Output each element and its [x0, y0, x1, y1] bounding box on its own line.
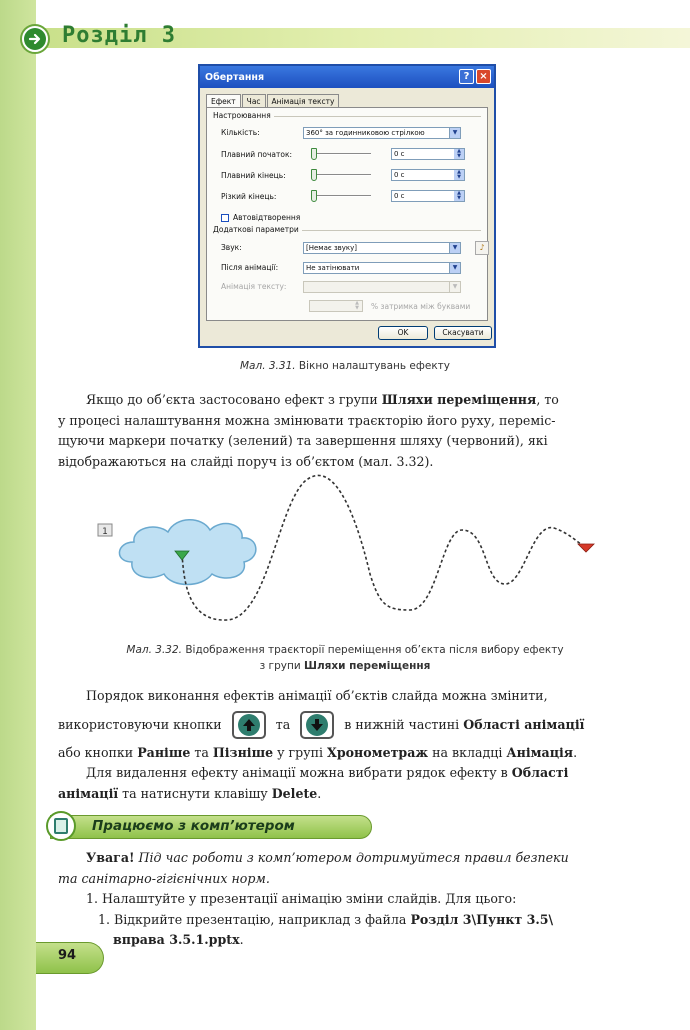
term: Раніше	[137, 744, 191, 760]
smooth-end-label: Плавний кінець:	[221, 171, 286, 180]
smooth-end-slider[interactable]	[311, 169, 371, 181]
effect-panel	[206, 107, 488, 321]
text: та натиснути клавішу	[118, 785, 272, 801]
help-button[interactable]: ?	[459, 69, 474, 84]
text: Якщо до об’єкта застосовано ефект з групи	[86, 392, 382, 407]
smooth-start-value: 0 с	[394, 150, 405, 158]
smooth-start-spinner[interactable]	[391, 148, 465, 160]
text: .	[239, 932, 244, 947]
caption-prefix: Мал. 3.32.	[126, 644, 182, 656]
text-line: щуючи маркери початку (зелений) та завершення шляху (червоний), які	[58, 433, 548, 448]
term: Області	[511, 765, 569, 780]
rotation-dialog	[198, 64, 496, 348]
autoreverse-label: Автовідтворення	[233, 213, 301, 222]
spin-arrows-icon[interactable]: ▲ ▼	[454, 191, 464, 201]
term: Анімація	[506, 744, 574, 760]
text: та	[190, 744, 213, 760]
cancel-button[interactable]: Скасувати	[434, 326, 492, 340]
chevron-down-icon: ▼	[449, 243, 460, 253]
slider-thumb[interactable]	[311, 169, 317, 181]
text: 1. Відкрийте презентацію, наприклад з файла	[98, 911, 411, 927]
file-name: вправа 3.5.1.pptx	[113, 932, 240, 947]
text: .	[317, 785, 322, 801]
caption-text: Вікно налаштувань ефекту	[295, 360, 450, 372]
tab-timing[interactable]: Час	[242, 94, 266, 109]
chevron-down-icon: ▼	[449, 263, 460, 273]
figure-caption-331	[150, 360, 540, 372]
sharp-end-slider[interactable]	[311, 190, 371, 202]
smooth-end-value: 0 с	[394, 171, 405, 179]
chevron-down-icon: ▼	[449, 282, 460, 292]
slider-thumb[interactable]	[311, 190, 317, 202]
figure-caption-332	[95, 642, 595, 674]
tab-text-animation[interactable]: Анімація тексту	[267, 94, 340, 109]
caption-term: Шляхи переміщення	[303, 660, 431, 672]
caption-text: Відображення траєкторії переміщення об’єкта після вибору ефекту	[182, 644, 564, 656]
sound-select[interactable]	[303, 242, 461, 254]
spin-arrows-icon[interactable]: ▲ ▼	[352, 301, 362, 311]
amount-value: 360° за годинниковою стрілкою	[306, 129, 425, 137]
side-bar	[0, 0, 36, 1030]
text: на вкладці	[428, 744, 507, 760]
speaker-icon[interactable]: ♪	[475, 241, 489, 255]
after-animation-value: Не затінювати	[306, 264, 360, 272]
spin-arrows-icon[interactable]: ▲ ▼	[454, 149, 464, 159]
term: Шляхи переміщення	[381, 392, 537, 407]
computer-icon	[46, 811, 76, 841]
motion-path-diagram	[92, 470, 612, 640]
term: Delete	[271, 785, 318, 801]
smooth-start-label: Плавний початок:	[221, 150, 293, 159]
end-marker-icon	[578, 544, 594, 552]
text-line: відображаються на слайді поруч із об’єктом (мал. 3.32).	[58, 453, 434, 469]
sound-label: Звук:	[221, 243, 242, 252]
warning-label: Увага!	[86, 850, 135, 865]
marker-number: 1	[102, 527, 108, 537]
term: анімації	[58, 785, 119, 801]
amount-select[interactable]	[303, 127, 461, 139]
arrow-up-icon	[242, 718, 256, 732]
smooth-end-spinner[interactable]	[391, 169, 465, 181]
move-up-button[interactable]	[232, 711, 266, 739]
text-line: у процесі налаштування можна змінювати траєкторію його руху, переміс-	[58, 412, 556, 428]
chevron-down-icon: ▼	[449, 128, 460, 138]
work-section-title: Працюємо з комп’ютером	[92, 818, 295, 834]
paragraph-reorder	[58, 686, 636, 804]
paragraph-exercise	[58, 848, 636, 951]
text: у групі	[273, 744, 328, 760]
close-button[interactable]: ×	[476, 69, 491, 84]
page-number: 94	[58, 948, 77, 963]
text-animation-label: Анімація тексту:	[221, 282, 287, 291]
letter-delay-label: % затримка між буквами	[371, 302, 471, 311]
text: та	[275, 716, 291, 732]
text-line: Порядок виконання ефектів анімації об’єктів слайда можна змінити,	[86, 688, 548, 703]
text: або кнопки	[58, 744, 138, 760]
paragraph-motion-paths	[58, 390, 636, 472]
tab-effect[interactable]: Ефект	[206, 94, 241, 109]
caption-prefix: Мал. 3.31.	[239, 360, 296, 372]
settings-group-label: Настроювання	[213, 111, 274, 120]
dialog-title: Обертання	[205, 72, 265, 83]
sharp-end-label: Різкий кінець:	[221, 192, 277, 201]
file-path: Розділ 3\Пункт 3.5\	[410, 911, 554, 927]
spin-arrows-icon[interactable]: ▲ ▼	[454, 170, 464, 180]
text: в нижній частині	[344, 716, 464, 732]
text-animation-select[interactable]	[303, 281, 461, 293]
sharp-end-spinner[interactable]	[391, 190, 465, 202]
dialog-title-bar	[200, 66, 494, 88]
caption-text: з групи	[259, 660, 304, 672]
amount-label: Кількість:	[221, 128, 260, 137]
smooth-start-slider[interactable]	[311, 148, 371, 160]
after-animation-select[interactable]	[303, 262, 461, 274]
term: Хронометраж	[327, 744, 429, 760]
text: Для видалення ефекту анімації можна вибрати рядок ефекту в	[86, 765, 512, 780]
header-arrow-icon	[20, 24, 50, 54]
letter-delay-spinner[interactable]	[309, 300, 363, 312]
move-down-button[interactable]	[300, 711, 334, 739]
autoreverse-checkbox[interactable]	[221, 214, 229, 222]
text: використовуючи кнопки	[58, 716, 222, 732]
text-line: 1. Налаштуйте у презентації анімацію зміни слайдів. Для цього:	[86, 891, 517, 906]
term: Пізніше	[212, 744, 274, 760]
slider-thumb[interactable]	[311, 148, 317, 160]
term: Області анімації	[463, 716, 585, 732]
text-line: та санітарно-гігієнічних норм.	[58, 870, 270, 886]
extra-group-label: Додаткові параметри	[213, 225, 302, 234]
sharp-end-value: 0 с	[394, 192, 405, 200]
section-title: Розділ 3	[62, 23, 176, 48]
text: Під час роботи з комп’ютером дотримуйтеся правил безпеки	[134, 850, 569, 865]
sound-value: [Немає звуку]	[306, 244, 358, 252]
arrow-down-icon	[310, 718, 324, 732]
text: , то	[536, 392, 559, 407]
ok-button[interactable]: OK	[378, 326, 428, 340]
text: .	[573, 744, 578, 760]
after-animation-label: Після анімації:	[221, 263, 279, 272]
